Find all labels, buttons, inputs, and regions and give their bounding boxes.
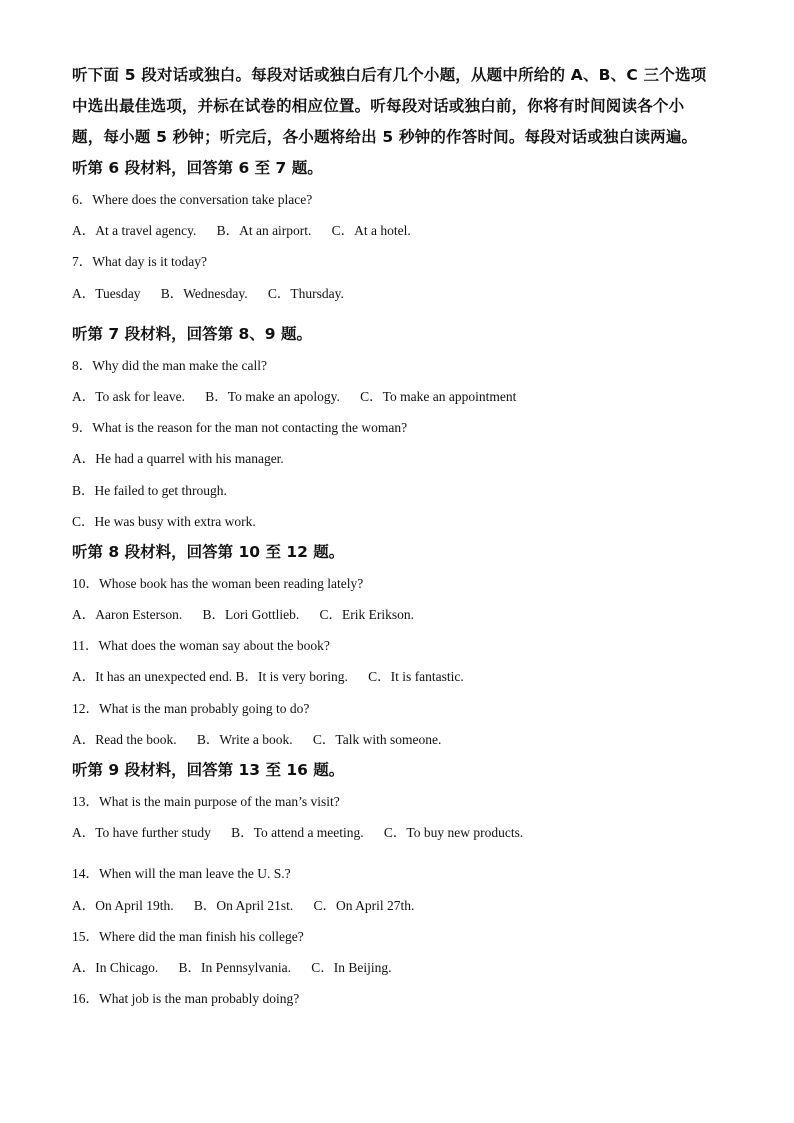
instruction-line: 中选出最佳选项，并标在试卷的相应位置。听每段对话或独白前，你将有时间阅读各个小 [72,97,685,115]
section-heading: 听第 6 段材料，回答第 6 至 7 题。 [72,159,323,177]
instruction-line: 听下面 5 段对话或独白。每段对话或独白后有几个小题，从题中所给的 A、B、C 三个选项 [72,66,707,84]
listening-instructions [72,60,732,153]
options-10: A．Aaron Esterson. B．Lori Gottlieb. C．Erik Erikson. [72,607,414,623]
question-8: 8．Why did the man make the call? [72,357,267,373]
exam-page [72,60,732,1014]
question-6: 6．Where does the conversation take place? [72,192,313,207]
option-9a: A．He had a quarrel with his manager. [72,451,284,467]
section-material-9 [72,755,732,1014]
question-16: 16．What job is the man probably doing? [72,991,300,1007]
section-material-6 [72,153,732,309]
options-12: A．Read the book. B．Write a book. C．Talk with someone. [72,731,442,747]
question-13: 13．What is the main purpose of the man’s visit? [72,794,340,809]
section-heading: 听第 9 段材料，回答第 13 至 16 题。 [72,761,345,779]
question-14: 14．When will the man leave the U. S.? [72,866,291,882]
options-15: A．In Chicago. B．In Pennsylvania. C．In Beijing. [72,959,392,975]
instruction-line: 题，每小题 5 秒钟；听完后，各小题将给出 5 秒钟的作答时间。每段对话或独白读两遍。 [72,128,698,146]
section-heading: 听第 8 段材料，回答第 10 至 12 题。 [72,542,345,561]
question-9: 9．What is the reason for the man not contacting the woman? [72,420,408,436]
question-11: 11．What does the woman say about the book? [72,638,330,654]
question-10: 10．Whose book has the woman been reading lately? [72,575,364,591]
question-7: 7．What day is it today? [72,254,207,270]
options-11: A．It has an unexpected end. B．It is very boring. C．It is fantastic. [72,669,464,685]
options-14: A．On April 19th. B．On April 21st. C．On April 27th. [72,897,415,913]
section-heading: 听第 7 段材料，回答第 8、9 题。 [72,324,312,343]
options-6: A．At a travel agency. B．At an airport. C．At a hotel. [72,223,411,239]
options-13: A．To have further study B．To attend a meeting. C．To buy new products. [72,825,524,841]
question-12: 12．What is the man probably going to do? [72,700,310,716]
section-material-7 [72,319,732,537]
option-9c: C．He was busy with extra work. [72,513,256,529]
options-7: A．Tuesday B．Wednesday. C．Thursday. [72,285,344,301]
options-8: A．To ask for leave. B．To make an apology. C．To make an appointment [72,388,517,404]
option-9b: B．He failed to get through. [72,482,227,498]
section-material-8 [72,537,732,755]
question-15: 15．Where did the man finish his college? [72,928,304,944]
